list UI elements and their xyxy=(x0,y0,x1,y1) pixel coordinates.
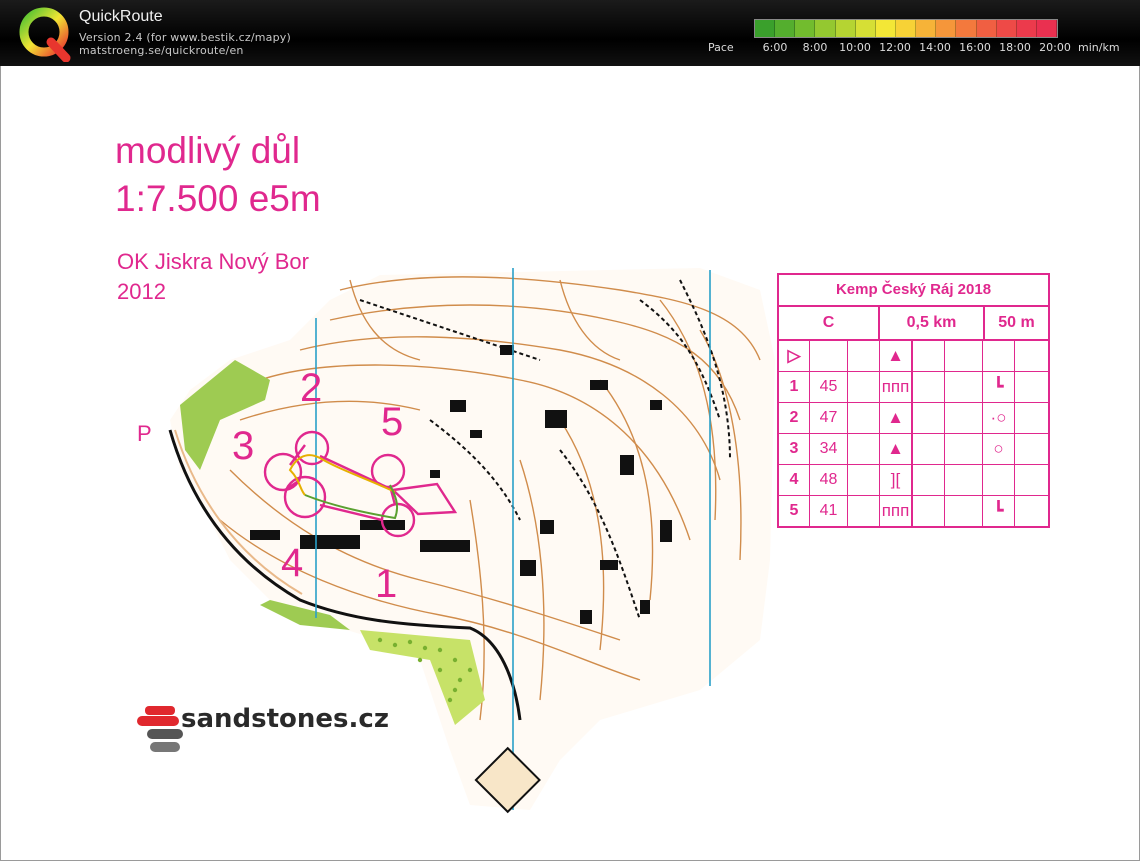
cd-code: 45 xyxy=(810,372,848,402)
cd-course: C xyxy=(779,307,880,339)
control-number-2: 2 xyxy=(300,366,323,410)
cd-code: 47 xyxy=(810,403,848,433)
cd-num: 1 xyxy=(779,372,810,402)
cd-feature-icon: ᴨᴨᴨ xyxy=(880,496,913,526)
start-triangle-icon: ▷ xyxy=(779,341,810,371)
map-club: OK Jiskra Nový Bor xyxy=(117,249,309,274)
cd-code: 41 xyxy=(810,496,848,526)
cd-detail-icon: ┗ xyxy=(983,372,1015,402)
sandstones-logo-icon xyxy=(137,706,183,752)
control-description-table xyxy=(777,273,1050,528)
cd-feature-icon: ᴨᴨᴨ xyxy=(880,372,913,402)
cd-detail-icon xyxy=(983,465,1015,495)
cd-detail-icon: ·○ xyxy=(983,403,1015,433)
pace-tick: 14:00 xyxy=(919,41,951,54)
pace-tick: 6:00 xyxy=(762,41,788,54)
cd-row xyxy=(779,372,1048,403)
map-scale: 1:7.500 e5m xyxy=(115,178,321,219)
cd-row xyxy=(779,403,1048,434)
map-title: modlivý důl xyxy=(115,130,301,171)
cd-feature-icon: ▲ xyxy=(880,403,913,433)
pace-label: Pace xyxy=(708,41,734,54)
sponsor-text: sandstones.cz xyxy=(181,704,389,734)
cd-code: 48 xyxy=(810,465,848,495)
cd-start-row xyxy=(779,341,1048,372)
cd-num: 5 xyxy=(779,496,810,526)
cd-num: 4 xyxy=(779,465,810,495)
cd-num: 2 xyxy=(779,403,810,433)
cd-detail-icon: ○ xyxy=(983,434,1015,464)
app-version: Version 2.4 (for www.bestik.cz/mapy) xyxy=(79,31,292,44)
cd-row xyxy=(779,465,1048,496)
cd-feature-icon: ][ xyxy=(880,465,913,495)
cd-length: 0,5 km xyxy=(880,307,985,339)
control-number-1: 1 xyxy=(375,562,398,606)
cd-row xyxy=(779,434,1048,465)
pace-tick: 20:00 xyxy=(1039,41,1071,54)
parking-label: P xyxy=(137,421,152,446)
pace-tick: 8:00 xyxy=(802,41,828,54)
cd-num: 3 xyxy=(779,434,810,464)
pace-tick: 18:00 xyxy=(999,41,1031,54)
pace-tick: 16:00 xyxy=(959,41,991,54)
cd-climb: 50 m xyxy=(998,314,1035,331)
cd-row xyxy=(779,496,1048,526)
pace-tick: 12:00 xyxy=(879,41,911,54)
app-url: matstroeng.se/quickroute/en xyxy=(79,44,244,57)
map-year: 2012 xyxy=(117,279,166,304)
start-feature-icon: ▲ xyxy=(880,341,913,371)
control-number-5: 5 xyxy=(381,400,404,444)
control-number-4: 4 xyxy=(281,541,304,585)
cd-detail-icon: ┗ xyxy=(983,496,1015,526)
pace-tick: 10:00 xyxy=(839,41,871,54)
app-title: QuickRoute xyxy=(79,8,163,25)
cd-feature-icon: ▲ xyxy=(880,434,913,464)
cd-event: Kemp Český Ráj 2018 xyxy=(779,275,1048,307)
control-number-3: 3 xyxy=(232,424,255,468)
cd-course-row xyxy=(779,307,1048,341)
pace-unit: min/km xyxy=(1078,41,1120,54)
cd-code: 34 xyxy=(810,434,848,464)
